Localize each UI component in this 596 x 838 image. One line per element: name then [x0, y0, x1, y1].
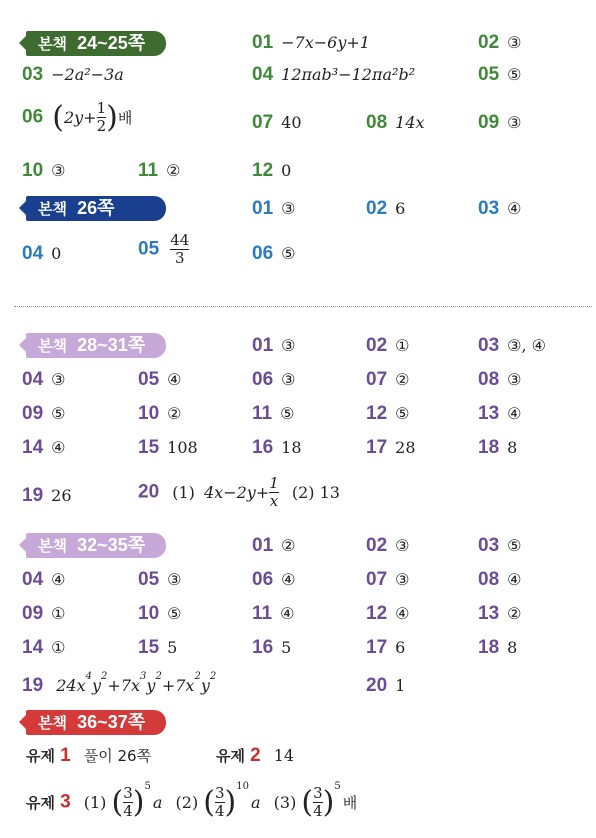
answer-item — [22, 603, 65, 625]
item-number: 01 — [252, 535, 274, 556]
item-number: 11 — [252, 403, 273, 424]
item-number: 17 — [366, 437, 388, 458]
answer-item — [366, 637, 405, 659]
item-number: 18 — [478, 437, 500, 458]
item-answer: 5 — [281, 638, 292, 657]
section-tag-label: 본책 — [38, 338, 67, 355]
answer-item — [478, 637, 517, 659]
answer-item: 06 ⑤ — [252, 243, 296, 264]
answer-item — [252, 335, 295, 357]
item-number: 05 — [138, 369, 160, 390]
answer-item — [478, 403, 521, 425]
section-tag-pages: 32~35쪽 — [77, 535, 146, 555]
item-number: 15 — [138, 637, 160, 658]
answer-item — [252, 403, 294, 425]
fraction: $\frac{1}{2}$ — [96, 99, 107, 135]
item-answer: ⑤ — [507, 536, 522, 555]
answer-item — [366, 437, 416, 459]
answer-item: 06 (2y+ $\frac{1}{2}$ )배 — [22, 99, 133, 135]
item-number: 06 — [252, 369, 274, 390]
item-number: 16 — [252, 437, 274, 458]
item-number: 03 — [478, 335, 500, 356]
item-number: 13 — [478, 403, 500, 424]
answer-item — [138, 569, 181, 591]
item-number: 01 — [252, 335, 274, 356]
answer-item: 11 ② — [138, 160, 181, 181]
answer-item — [366, 569, 409, 591]
answer-item — [478, 569, 521, 591]
item-number: 07 — [366, 569, 388, 590]
answer-item: 01 −7x−6y+1 — [252, 32, 370, 53]
answer-item — [478, 535, 521, 557]
section-tag-label: 본책 — [38, 715, 67, 732]
item-number: 15 — [138, 437, 160, 458]
item-number: 12 — [366, 403, 388, 424]
item-answer: 8 — [507, 638, 518, 657]
item-answer: ④ — [395, 604, 410, 623]
item-number: 06 — [252, 569, 274, 590]
item-number: 09 — [22, 403, 44, 424]
answer-item — [366, 335, 409, 357]
item-number: 02 — [366, 535, 388, 556]
item-answer: ① — [51, 604, 66, 623]
item-answer: ③ — [507, 370, 522, 389]
item-number: 12 — [366, 603, 388, 624]
item-answer: ① — [51, 638, 66, 657]
answer-item — [138, 603, 181, 625]
item-answer: 108 — [167, 438, 198, 457]
exercise-item: 유제 2 14 — [216, 745, 295, 766]
item-answer: ③ — [281, 336, 296, 355]
answer-item — [252, 369, 295, 391]
answer-item: 05 ⑤ — [478, 64, 522, 85]
answer-item: 02 6 — [366, 198, 406, 219]
section-tag-pages: 24~25쪽 — [77, 33, 146, 53]
section-divider — [14, 306, 592, 307]
item-answer: 18 — [281, 438, 302, 457]
answer-item — [22, 437, 65, 459]
answer-item: 02 ③ — [478, 32, 522, 53]
item-number: 18 — [478, 637, 500, 658]
item-answer: 8 — [507, 438, 518, 457]
item-answer: ① — [395, 336, 410, 355]
item-answer: ② — [507, 604, 522, 623]
answer-item — [252, 637, 291, 659]
answer-item — [478, 335, 546, 357]
item-answer: ⑤ — [51, 404, 66, 423]
fraction: $\frac{44}{3}$ — [170, 231, 190, 267]
answer-item — [22, 403, 65, 425]
answer-item — [366, 603, 409, 625]
item-number: 14 — [22, 437, 44, 458]
answer-item: 01 ③ — [252, 198, 296, 219]
section-tag-36-37 — [26, 710, 166, 735]
item-number: 16 — [252, 637, 274, 658]
item-answer: 6 — [395, 638, 406, 657]
answer-item — [138, 403, 181, 425]
item-number: 14 — [22, 637, 44, 658]
item-number: 07 — [366, 369, 388, 390]
item-number: 03 — [478, 535, 500, 556]
fraction: $\frac{3}{4}$ — [123, 784, 133, 820]
item-number: 08 — [478, 369, 500, 390]
item-answer: ② — [281, 536, 296, 555]
item-number: 02 — [366, 335, 388, 356]
section-tag-label: 본책 — [38, 201, 67, 218]
answer-item: 03 −2a²−3a — [22, 64, 124, 85]
answer-item — [138, 437, 198, 459]
answer-item — [252, 535, 295, 557]
answer-item — [478, 369, 521, 391]
answer-item: 03 ④ — [478, 198, 522, 219]
item-answer: ④ — [51, 438, 66, 457]
item-number: 04 — [22, 369, 44, 390]
answer-item: 05 $\frac{44}{3}$ — [138, 231, 190, 267]
answer-item: 20 1 — [366, 675, 406, 696]
answer-item: 12 0 — [252, 160, 292, 181]
section-tag-32-35 — [26, 533, 166, 558]
item-answer: ⑤ — [395, 404, 410, 423]
section-tag-label: 본책 — [38, 36, 67, 53]
item-answer: ② — [395, 370, 410, 389]
answer-item — [22, 637, 65, 659]
item-answer: ③ — [395, 536, 410, 555]
exercise-item: 유제 3 (1) ( $\frac{3}{4}$ )$^5$a (2) ( $\frac{3}{4}$ )$^{10}$a (3) ( $\frac{3}{4}$ )$^5$배 — [26, 781, 358, 820]
item-answer: ⑤ — [167, 604, 182, 623]
fraction: $\frac{3}{4}$ — [313, 784, 323, 820]
section-tag-label: 본책 — [38, 538, 67, 555]
item-answer: ③ — [51, 370, 66, 389]
item-number: 13 — [478, 603, 500, 624]
answer-item: 19 26 — [22, 485, 72, 506]
answer-item: 04 0 — [22, 243, 62, 264]
answer-item: 20 (1) 4x−2y+ $\frac{1}{x}$ (2) 13 — [138, 474, 340, 510]
answer-item: 08 14x — [366, 112, 425, 133]
answer-item — [252, 569, 295, 591]
section-tag-pages: 36~37쪽 — [77, 712, 146, 732]
answer-item: 09 ③ — [478, 112, 522, 133]
answer-item — [22, 569, 65, 591]
exercise-item: 유제 1 풀이 26쪽 — [26, 745, 152, 766]
item-number: 10 — [138, 403, 160, 424]
item-answer: ④ — [507, 570, 522, 589]
item-answer: ⑤ — [280, 404, 295, 423]
item-answer: ④ — [51, 570, 66, 589]
item-answer: ③ — [167, 570, 182, 589]
item-number: 04 — [22, 569, 44, 590]
section-tag-26 — [26, 196, 166, 221]
fraction: $\frac{1}{x}$ — [269, 474, 279, 510]
item-number: 09 — [22, 603, 44, 624]
item-answer: ③, ④ — [507, 336, 546, 355]
answer-item — [138, 369, 181, 391]
answer-item — [478, 437, 517, 459]
answer-item — [252, 437, 302, 459]
answer-item — [22, 369, 65, 391]
item-number: 10 — [138, 603, 160, 624]
answer-item — [138, 637, 177, 659]
answer-item: 07 40 — [252, 112, 302, 133]
item-number: 11 — [252, 603, 273, 624]
item-answer: ④ — [280, 604, 295, 623]
section-tag-28-31 — [26, 333, 166, 358]
item-number: 17 — [366, 637, 388, 658]
section-tag-24-25 — [26, 31, 166, 56]
answer-item — [366, 403, 409, 425]
answer-item: 10 ③ — [22, 160, 66, 181]
item-number: 05 — [138, 569, 160, 590]
item-answer: 5 — [167, 638, 178, 657]
item-answer: ④ — [507, 404, 522, 423]
answer-item — [366, 535, 409, 557]
item-answer: ④ — [281, 570, 296, 589]
answer-item: 19 $24x^4y^2+7x^3y^2+7x^2y^2$ — [22, 671, 217, 696]
section-tag-pages: 28~31쪽 — [77, 335, 146, 355]
answer-item — [252, 603, 294, 625]
section-tag-pages: 26쪽 — [77, 198, 115, 218]
item-answer: ④ — [167, 370, 182, 389]
item-answer: 28 — [395, 438, 416, 457]
item-answer: ③ — [281, 370, 296, 389]
fraction: $\frac{3}{4}$ — [215, 784, 225, 820]
answer-item — [478, 603, 521, 625]
item-number: 08 — [478, 569, 500, 590]
item-answer: ③ — [395, 570, 410, 589]
item-answer: ② — [167, 404, 182, 423]
answer-item — [366, 369, 409, 391]
answer-item: 04 12πab³−12πa²b² — [252, 64, 416, 85]
